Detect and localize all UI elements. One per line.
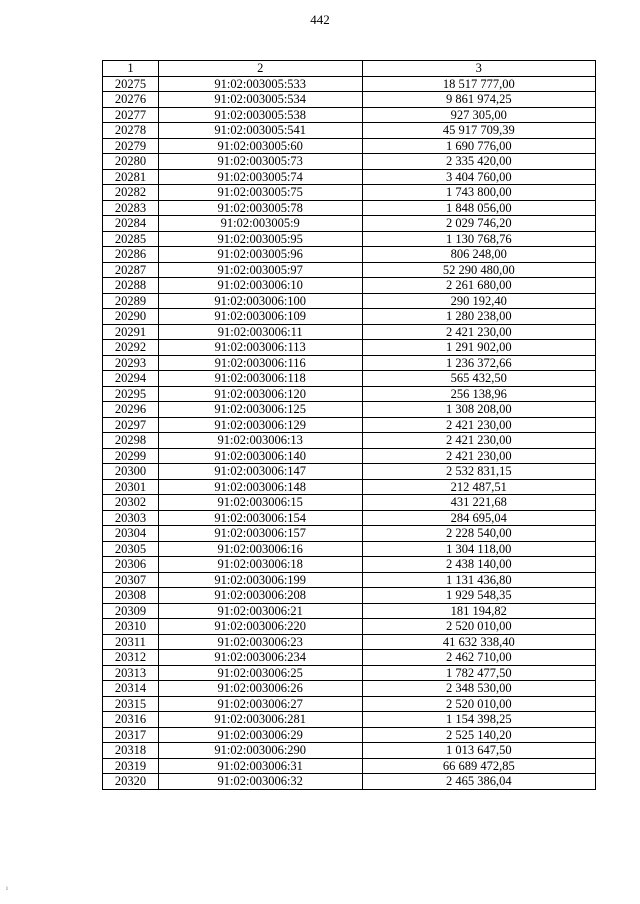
- table-row: [103, 541, 596, 557]
- table-row: [103, 169, 596, 185]
- row-number: 20314: [103, 681, 159, 697]
- cadastral-value: 2 348 530,00: [362, 681, 595, 697]
- table-row: [103, 138, 596, 154]
- cadastral-value: 45 917 709,39: [362, 123, 595, 139]
- cadastral-number: 91:02:003006:26: [158, 681, 362, 697]
- row-number: 20313: [103, 665, 159, 681]
- cadastral-number: 91:02:003006:25: [158, 665, 362, 681]
- table-row: [103, 774, 596, 790]
- cadastral-value: 212 487,51: [362, 479, 595, 495]
- table-row: [103, 681, 596, 697]
- cadastral-value: 1 130 768,76: [362, 231, 595, 247]
- row-number: 20301: [103, 479, 159, 495]
- row-number: 20284: [103, 216, 159, 232]
- row-number: 20303: [103, 510, 159, 526]
- column-header-cadastral-number: 2: [158, 61, 362, 77]
- table-row: [103, 92, 596, 108]
- table-body: [103, 76, 596, 789]
- table-row: [103, 433, 596, 449]
- cadastral-value: 256 138,96: [362, 386, 595, 402]
- cadastral-number: 91:02:003006:100: [158, 293, 362, 309]
- cadastral-number: 91:02:003006:109: [158, 309, 362, 325]
- cadastral-value: 2 462 710,00: [362, 650, 595, 666]
- cadastral-number: 91:02:003005:78: [158, 200, 362, 216]
- table-row: [103, 107, 596, 123]
- table-row: [103, 495, 596, 511]
- cadastral-number: 91:02:003006:29: [158, 727, 362, 743]
- cadastral-value: 2 421 230,00: [362, 448, 595, 464]
- cadastral-value: 2 335 420,00: [362, 154, 595, 170]
- cadastral-number: 91:02:003005:538: [158, 107, 362, 123]
- cadastral-value: 565 432,50: [362, 371, 595, 387]
- table-row: [103, 247, 596, 263]
- column-header-number: 1: [103, 61, 159, 77]
- table-row: [103, 355, 596, 371]
- row-number: 20292: [103, 340, 159, 356]
- row-number: 20283: [103, 200, 159, 216]
- cadastral-number: 91:02:003006:15: [158, 495, 362, 511]
- row-number: 20297: [103, 417, 159, 433]
- cadastral-value: 1 280 238,00: [362, 309, 595, 325]
- row-number: 20309: [103, 603, 159, 619]
- cadastral-number: 91:02:003006:10: [158, 278, 362, 294]
- cadastral-value: 2 520 010,00: [362, 696, 595, 712]
- cadastral-number: 91:02:003006:32: [158, 774, 362, 790]
- cadastral-value: 1 848 056,00: [362, 200, 595, 216]
- cadastral-number: 91:02:003006:21: [158, 603, 362, 619]
- cadastral-value: 2 228 540,00: [362, 526, 595, 542]
- row-number: 20302: [103, 495, 159, 511]
- row-number: 20305: [103, 541, 159, 557]
- cadastral-number: 91:02:003005:74: [158, 169, 362, 185]
- row-number: 20281: [103, 169, 159, 185]
- cadastral-number: 91:02:003006:27: [158, 696, 362, 712]
- cadastral-number: 91:02:003006:116: [158, 355, 362, 371]
- cadastral-number: 91:02:003006:290: [158, 743, 362, 759]
- cadastral-number: 91:02:003006:18: [158, 557, 362, 573]
- table-header-row: [103, 61, 596, 77]
- table-row: [103, 154, 596, 170]
- cadastral-number: 91:02:003005:73: [158, 154, 362, 170]
- row-number: 20287: [103, 262, 159, 278]
- cadastral-value: 2 421 230,00: [362, 417, 595, 433]
- row-number: 20307: [103, 572, 159, 588]
- cadastral-value: 431 221,68: [362, 495, 595, 511]
- table-row: [103, 727, 596, 743]
- row-number: 20277: [103, 107, 159, 123]
- cadastral-number: 91:02:003006:148: [158, 479, 362, 495]
- row-number: 20275: [103, 76, 159, 92]
- cadastral-value: 290 192,40: [362, 293, 595, 309]
- cadastral-value: 66 689 472,85: [362, 758, 595, 774]
- cadastral-number: 91:02:003006:129: [158, 417, 362, 433]
- cadastral-value: 2 438 140,00: [362, 557, 595, 573]
- cadastral-value: 2 421 230,00: [362, 433, 595, 449]
- cadastral-value: 52 290 480,00: [362, 262, 595, 278]
- cadastral-value: 1 690 776,00: [362, 138, 595, 154]
- cadastral-value: 2 261 680,00: [362, 278, 595, 294]
- cadastral-value: 1 304 118,00: [362, 541, 595, 557]
- table-row: [103, 185, 596, 201]
- cadastral-value: 2 532 831,15: [362, 464, 595, 480]
- cadastral-number: 91:02:003006:208: [158, 588, 362, 604]
- cadastral-number: 91:02:003005:96: [158, 247, 362, 263]
- cadastral-value: 1 929 548,35: [362, 588, 595, 604]
- table-row: [103, 572, 596, 588]
- table-row: [103, 696, 596, 712]
- row-number: 20320: [103, 774, 159, 790]
- cadastral-number: 91:02:003006:220: [158, 619, 362, 635]
- row-number: 20317: [103, 727, 159, 743]
- row-number: 20282: [103, 185, 159, 201]
- table-row: [103, 479, 596, 495]
- row-number: 20316: [103, 712, 159, 728]
- registry-table: [102, 60, 596, 790]
- row-number: 20290: [103, 309, 159, 325]
- table-row: [103, 324, 596, 340]
- cadastral-number: 91:02:003006:234: [158, 650, 362, 666]
- row-number: 20310: [103, 619, 159, 635]
- cadastral-value: 1 236 372,66: [362, 355, 595, 371]
- row-number: 20296: [103, 402, 159, 418]
- cadastral-number: 91:02:003005:533: [158, 76, 362, 92]
- cadastral-value: 9 861 974,25: [362, 92, 595, 108]
- cadastral-value: 806 248,00: [362, 247, 595, 263]
- row-number: 20299: [103, 448, 159, 464]
- table-row: [103, 603, 596, 619]
- cadastral-value: 1 308 208,00: [362, 402, 595, 418]
- cadastral-number: 91:02:003006:281: [158, 712, 362, 728]
- table-row: [103, 123, 596, 139]
- cadastral-number: 91:02:003006:157: [158, 526, 362, 542]
- cadastral-number: 91:02:003006:125: [158, 402, 362, 418]
- cadastral-number: 91:02:003006:16: [158, 541, 362, 557]
- table-row: [103, 588, 596, 604]
- row-number: 20289: [103, 293, 159, 309]
- row-number: 20312: [103, 650, 159, 666]
- table-row: [103, 371, 596, 387]
- table-row: [103, 231, 596, 247]
- row-number: 20278: [103, 123, 159, 139]
- row-number: 20315: [103, 696, 159, 712]
- cadastral-number: 91:02:003006:140: [158, 448, 362, 464]
- cadastral-number: 91:02:003006:31: [158, 758, 362, 774]
- table-row: [103, 526, 596, 542]
- cadastral-value: 2 520 010,00: [362, 619, 595, 635]
- cadastral-value: 1 154 398,25: [362, 712, 595, 728]
- cadastral-number: 91:02:003006:154: [158, 510, 362, 526]
- cadastral-number: 91:02:003006:147: [158, 464, 362, 480]
- cadastral-number: 91:02:003006:13: [158, 433, 362, 449]
- row-number: 20319: [103, 758, 159, 774]
- cadastral-value: 1 131 436,80: [362, 572, 595, 588]
- table-row: [103, 464, 596, 480]
- row-number: 20280: [103, 154, 159, 170]
- cadastral-number: 91:02:003005:60: [158, 138, 362, 154]
- table-row: [103, 293, 596, 309]
- cadastral-number: 91:02:003005:75: [158, 185, 362, 201]
- row-number: 20311: [103, 634, 159, 650]
- cadastral-number: 91:02:003006:11: [158, 324, 362, 340]
- cadastral-value: 2 029 746,20: [362, 216, 595, 232]
- row-number: 20285: [103, 231, 159, 247]
- table-row: [103, 557, 596, 573]
- table-row: [103, 712, 596, 728]
- table-row: [103, 262, 596, 278]
- cadastral-value: 18 517 777,00: [362, 76, 595, 92]
- table-row: [103, 309, 596, 325]
- table-row: [103, 417, 596, 433]
- table-row: [103, 402, 596, 418]
- row-number: 20295: [103, 386, 159, 402]
- row-number: 20306: [103, 557, 159, 573]
- table-row: [103, 510, 596, 526]
- cadastral-value: 3 404 760,00: [362, 169, 595, 185]
- cadastral-value: 1 743 800,00: [362, 185, 595, 201]
- row-number: 20294: [103, 371, 159, 387]
- cadastral-value: 181 194,82: [362, 603, 595, 619]
- table-row: [103, 665, 596, 681]
- cadastral-value: 284 695,04: [362, 510, 595, 526]
- cadastral-number: 91:02:003005:534: [158, 92, 362, 108]
- table-row: [103, 386, 596, 402]
- cadastral-value: 2 421 230,00: [362, 324, 595, 340]
- row-number: 20276: [103, 92, 159, 108]
- cadastral-number: 91:02:003005:541: [158, 123, 362, 139]
- row-number: 20293: [103, 355, 159, 371]
- row-number: 20279: [103, 138, 159, 154]
- cadastral-value: 41 632 338,40: [362, 634, 595, 650]
- table-row: [103, 650, 596, 666]
- table-row: [103, 76, 596, 92]
- cadastral-value: 1 782 477,50: [362, 665, 595, 681]
- cadastral-number: 91:02:003006:199: [158, 572, 362, 588]
- cadastral-number: 91:02:003006:113: [158, 340, 362, 356]
- cadastral-number: 91:02:003006:23: [158, 634, 362, 650]
- scan-edge-mark: ı: [6, 884, 8, 892]
- table-row: [103, 743, 596, 759]
- cadastral-value: 1 013 647,50: [362, 743, 595, 759]
- row-number: 20308: [103, 588, 159, 604]
- cadastral-value: 2 525 140,20: [362, 727, 595, 743]
- table-row: [103, 278, 596, 294]
- cadastral-number: 91:02:003005:9: [158, 216, 362, 232]
- row-number: 20288: [103, 278, 159, 294]
- table-row: [103, 634, 596, 650]
- row-number: 20318: [103, 743, 159, 759]
- cadastral-value: 2 465 386,04: [362, 774, 595, 790]
- row-number: 20304: [103, 526, 159, 542]
- row-number: 20300: [103, 464, 159, 480]
- table-row: [103, 448, 596, 464]
- page-number: 442: [310, 12, 330, 27]
- row-number: 20291: [103, 324, 159, 340]
- column-header-value: 3: [362, 61, 595, 77]
- row-number: 20298: [103, 433, 159, 449]
- row-number: 20286: [103, 247, 159, 263]
- cadastral-number: 91:02:003005:97: [158, 262, 362, 278]
- table-row: [103, 216, 596, 232]
- cadastral-number: 91:02:003005:95: [158, 231, 362, 247]
- table-row: [103, 200, 596, 216]
- cadastral-number: 91:02:003006:118: [158, 371, 362, 387]
- table-row: [103, 758, 596, 774]
- table-row: [103, 619, 596, 635]
- cadastral-value: 927 305,00: [362, 107, 595, 123]
- table-row: [103, 340, 596, 356]
- cadastral-number: 91:02:003006:120: [158, 386, 362, 402]
- cadastral-value: 1 291 902,00: [362, 340, 595, 356]
